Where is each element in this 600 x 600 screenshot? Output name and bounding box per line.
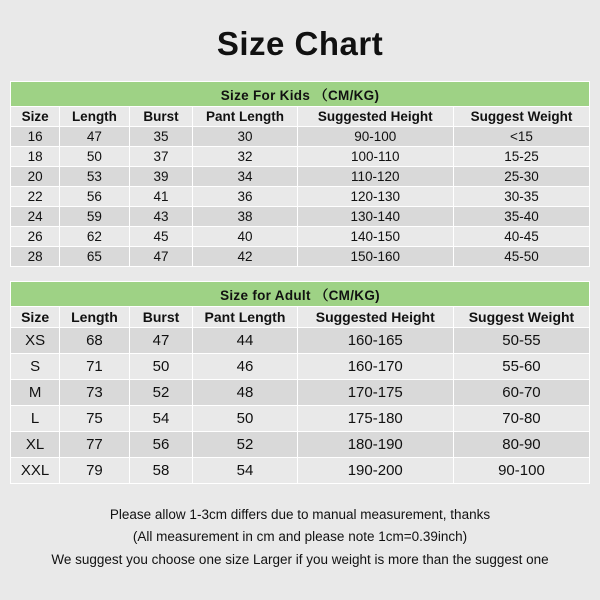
kids-header-cell: Pant Length xyxy=(193,107,297,127)
note-line: We suggest you choose one size Larger if you weight is more than the suggest one xyxy=(51,551,549,567)
cell: 73 xyxy=(60,380,129,406)
adult-header-cell: Burst xyxy=(129,307,193,328)
cell: 36 xyxy=(193,187,297,207)
cell: 68 xyxy=(60,328,129,354)
cell: 59 xyxy=(60,207,129,227)
cell: 47 xyxy=(129,328,193,354)
cell: 37 xyxy=(129,147,193,167)
kids-size-table xyxy=(10,81,590,267)
cell: 75 xyxy=(60,406,129,432)
table-row xyxy=(11,354,590,380)
kids-header-row xyxy=(11,107,590,127)
cell: 55-60 xyxy=(453,354,589,380)
cell: 44 xyxy=(193,328,297,354)
cell: 52 xyxy=(193,432,297,458)
cell: 56 xyxy=(60,187,129,207)
adult-band-row xyxy=(11,282,590,307)
cell: 25-30 xyxy=(453,167,589,187)
cell: 35 xyxy=(129,127,193,147)
adult-header-cell: Suggest Weight xyxy=(453,307,589,328)
cell: 62 xyxy=(60,227,129,247)
cell: 30-35 xyxy=(453,187,589,207)
note-line: Please allow 1-3cm differs due to manual measurement, thanks xyxy=(109,507,491,522)
cell: 77 xyxy=(60,432,129,458)
cell: 160-165 xyxy=(297,328,453,354)
adult-header-cell: Suggested Height xyxy=(297,307,453,328)
cell: 24 xyxy=(11,207,60,227)
cell: 18 xyxy=(11,147,60,167)
cell: 50 xyxy=(60,147,129,167)
cell: 50 xyxy=(193,406,297,432)
cell: 70-80 xyxy=(453,406,589,432)
table-row xyxy=(11,147,590,167)
table-row xyxy=(11,247,590,267)
cell: 50-55 xyxy=(453,328,589,354)
cell: 150-160 xyxy=(297,247,453,267)
adult-header-cell: Pant Length xyxy=(193,307,297,328)
cell: 22 xyxy=(11,187,60,207)
cell: 26 xyxy=(11,227,60,247)
cell: 79 xyxy=(60,458,129,484)
table-row xyxy=(11,380,590,406)
cell: 42 xyxy=(193,247,297,267)
cell: 180-190 xyxy=(297,432,453,458)
cell: 47 xyxy=(60,127,129,147)
kids-header-cell: Length xyxy=(60,107,129,127)
table-row xyxy=(11,187,590,207)
cell: 190-200 xyxy=(297,458,453,484)
kids-band-row xyxy=(11,82,590,107)
cell: XS xyxy=(11,328,60,354)
adult-band-label: Size for Adult （CM/KG) xyxy=(11,282,590,307)
cell: 170-175 xyxy=(297,380,453,406)
cell: 65 xyxy=(60,247,129,267)
notes-block xyxy=(10,504,590,571)
cell: 160-170 xyxy=(297,354,453,380)
adult-header-row xyxy=(11,307,590,328)
kids-header-cell: Suggested Height xyxy=(297,107,453,127)
table-row xyxy=(11,406,590,432)
cell: 90-100 xyxy=(453,458,589,484)
table-spacer xyxy=(10,267,590,281)
cell: M xyxy=(11,380,60,406)
cell: 30 xyxy=(193,127,297,147)
kids-header-cell: Suggest Weight xyxy=(453,107,589,127)
kids-header-cell: Size xyxy=(11,107,60,127)
cell: 48 xyxy=(193,380,297,406)
cell: 20 xyxy=(11,167,60,187)
cell: 41 xyxy=(129,187,193,207)
adult-table-body xyxy=(11,282,590,484)
cell: 140-150 xyxy=(297,227,453,247)
cell: 40-45 xyxy=(453,227,589,247)
cell: 58 xyxy=(129,458,193,484)
cell: 43 xyxy=(129,207,193,227)
table-row xyxy=(11,207,590,227)
cell: 60-70 xyxy=(453,380,589,406)
cell: 45-50 xyxy=(453,247,589,267)
cell: 110-120 xyxy=(297,167,453,187)
cell: S xyxy=(11,354,60,380)
kids-band-label: Size For Kids （CM/KG) xyxy=(11,82,590,107)
cell: 80-90 xyxy=(453,432,589,458)
cell: 90-100 xyxy=(297,127,453,147)
table-row xyxy=(11,328,590,354)
page-title: Size Chart xyxy=(216,25,384,62)
adult-header-cell: Size xyxy=(11,307,60,328)
cell: 71 xyxy=(60,354,129,380)
cell: 50 xyxy=(129,354,193,380)
cell: 56 xyxy=(129,432,193,458)
table-row xyxy=(11,167,590,187)
table-row xyxy=(11,127,590,147)
cell: 39 xyxy=(129,167,193,187)
cell: 130-140 xyxy=(297,207,453,227)
table-row xyxy=(11,432,590,458)
adult-size-table xyxy=(10,281,590,484)
cell: 54 xyxy=(129,406,193,432)
cell: 32 xyxy=(193,147,297,167)
kids-header-cell: Burst xyxy=(129,107,193,127)
cell: 45 xyxy=(129,227,193,247)
cell: 52 xyxy=(129,380,193,406)
cell: 175-180 xyxy=(297,406,453,432)
cell: L xyxy=(11,406,60,432)
cell: 46 xyxy=(193,354,297,380)
cell: 47 xyxy=(129,247,193,267)
note-line: (All measurement in cm and please note 1cm=0.39inch) xyxy=(132,529,468,545)
kids-table-body xyxy=(11,82,590,267)
cell: 38 xyxy=(193,207,297,227)
cell: <15 xyxy=(453,127,589,147)
table-row xyxy=(11,227,590,247)
cell: XXL xyxy=(11,458,60,484)
cell: 54 xyxy=(193,458,297,484)
cell: 16 xyxy=(11,127,60,147)
cell: 34 xyxy=(193,167,297,187)
cell: XL xyxy=(11,432,60,458)
cell: 35-40 xyxy=(453,207,589,227)
cell: 40 xyxy=(193,227,297,247)
table-row xyxy=(11,458,590,484)
cell: 53 xyxy=(60,167,129,187)
adult-header-cell: Length xyxy=(60,307,129,328)
cell: 120-130 xyxy=(297,187,453,207)
cell: 15-25 xyxy=(453,147,589,167)
cell: 100-110 xyxy=(297,147,453,167)
cell: 28 xyxy=(11,247,60,267)
